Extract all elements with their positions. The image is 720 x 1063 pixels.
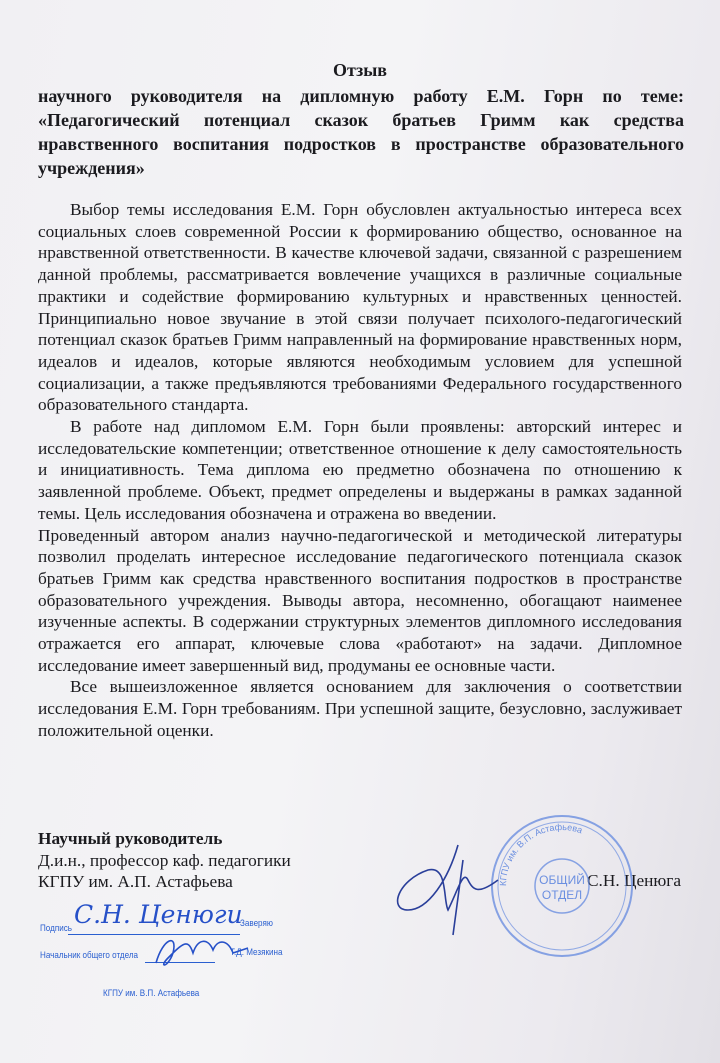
signer-role: Научный руководитель	[38, 829, 223, 848]
stamp-line1: ОБЩИЙ	[539, 873, 585, 887]
signer-name: С.Н. Ценюга	[587, 871, 682, 890]
signature-block	[38, 828, 291, 893]
stamp-ring-text: КГПУ им. В.П. Астафьева	[497, 821, 584, 887]
paragraph: В работе над дипломом Е.М. Горн были проявлены: авторский интерес и исследовательские компетенции; ответственное отношение к делу самостоятельность и инициативность. Тема диплома ею предметно обозначена по отношению к заявленной проблеме. Объект, предмет определены и выдержаны в рамках заданной темы. Цель исследования обозначена и отражена во введении.	[38, 417, 682, 523]
document-body	[38, 199, 682, 742]
stamp-line2: ОТДЕЛ	[541, 888, 583, 902]
certification-university: КГПУ им. В.П. Астафьева	[103, 988, 200, 999]
handwritten-name: С.Н. Ценюги	[74, 900, 243, 929]
document-title: Отзыв	[332, 60, 388, 80]
paragraph: Выбор темы исследования Е.М. Горн обусловлен актуальностью интереса всех социальных слоев современной России к формированию общество, основанное на нравственной ответственности. В качестве ключевой задачи, связанной с разрешением данной проблемы, рассматривается вовлечение учащихся в различные социальные практики и содействие формированию культурных и нравственных ценностей. Принципиально новое звучание в этой связи получает психолого-педагогический потенциал сказок братьев Гримм направленный на формирование нравственных норм, идеалов и идеалов, которые являются необходимым условием для успешной социализации, а также предъявляются требованиями Федерального государственного образовательного стандарта.	[38, 200, 682, 415]
paragraph: Проведенный автором анализ научно-педагогической и методической литературы позволил проделать интересное исследование педагогического потенциала сказок братьев Гримм как средства нравственного воспитания подростков в пространстве образовательного учреждения. Выводы автора, несомненно, обогащают наименее изученные аспекты. В содержании структурных элементов дипломного исследования отражается его аппарат, ключевые слова «работают» на задачи. Дипломное исследование имеет завершенный вид, продуманы ее основные части.	[38, 525, 682, 675]
certify-label: Заверяю	[240, 918, 273, 929]
head-name: Т.Д. Мезякина	[230, 947, 283, 958]
signature-scribble-icon	[388, 840, 508, 940]
head-label: Начальник общего отдела	[40, 950, 139, 961]
signer-university: КГПУ им. А.П. Астафьева	[38, 872, 233, 891]
signature-label: Подпись	[40, 923, 72, 934]
document-subtitle: научного руководителя на дипломную работу Е.М. Горн по теме: «Педагогический потенциал сказок братьев Гримм как средства нравственного воспитания подростков в пространстве образовательного учреждения»	[38, 86, 684, 178]
paragraph: Все вышеизложенное является основанием для заключения о соответствии исследования Е.М. Горн требованиям. При успешной защите, безусловно, заслуживает положительной оценки.	[38, 677, 682, 740]
signer-degree: Д.и.н., профессор каф. педагогики	[38, 850, 291, 870]
